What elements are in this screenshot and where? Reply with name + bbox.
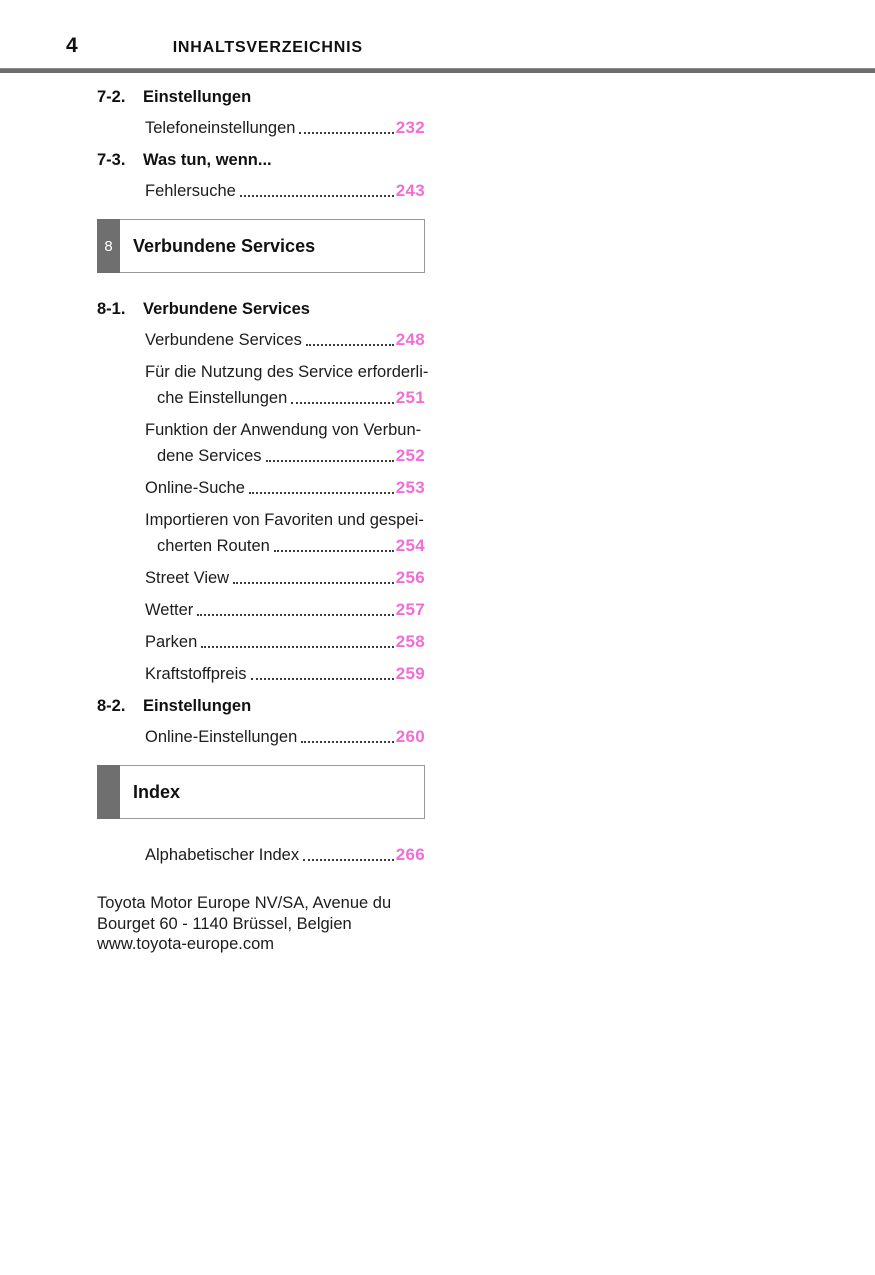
toc-entry[interactable] [97, 632, 425, 652]
toc-entry[interactable] [97, 600, 425, 620]
chapter-tab [97, 219, 120, 273]
entry-page-number: 252 [395, 446, 425, 465]
footer-line: Toyota Motor Europe NV/SA, Avenue du [97, 894, 392, 912]
footer-line: Bourget 60 - 1140 Brüssel, Belgien [97, 914, 352, 933]
entry-title: Fehlersuche [145, 182, 236, 200]
dot-leader [233, 582, 394, 584]
toc-entry[interactable] [97, 181, 425, 201]
entry-page-number: 257 [395, 600, 425, 619]
dot-leader [197, 614, 393, 616]
entry-title: Für die Nutzung des Service erforderli- [145, 363, 429, 381]
dot-leader [249, 492, 394, 494]
dot-leader [299, 132, 393, 134]
section-title: Was tun, wenn... [143, 151, 272, 169]
toc-entry[interactable] [97, 510, 425, 556]
entry-page-number: 266 [395, 845, 425, 864]
toc-entry[interactable] [97, 727, 425, 747]
section-number: 7-3. [97, 151, 126, 169]
dot-leader [303, 859, 394, 861]
toc-entry[interactable] [97, 330, 425, 350]
toc-entry[interactable] [97, 845, 425, 865]
toc-column [97, 87, 429, 865]
dot-leader [274, 550, 394, 552]
entry-page-number: 232 [395, 118, 425, 137]
entry-title-continued: che Einstellungen [157, 389, 288, 407]
entry-title: Kraftstoffpreis [145, 665, 247, 683]
entry-title: Online-Einstellungen [145, 728, 298, 746]
section-title: Einstellungen [143, 88, 252, 106]
toc-section-heading [97, 299, 425, 319]
entry-page-number: 243 [395, 181, 425, 200]
entry-title-continued: dene Services [157, 447, 262, 465]
dot-leader [201, 646, 393, 648]
entry-page-number: 254 [395, 536, 425, 555]
entry-title: Importieren von Favoriten und gespei- [145, 511, 424, 529]
chapter-tab [97, 765, 120, 819]
chapter-title: Verbundene Services [133, 235, 316, 256]
header-title: INHALTSVERZEICHNIS [172, 39, 363, 56]
entry-title: Street View [145, 569, 230, 587]
entry-page-number: 248 [395, 330, 425, 349]
toc-entry[interactable] [97, 664, 425, 684]
entry-page-number: 258 [395, 632, 425, 651]
chapter-title: Index [133, 781, 181, 802]
toc-entry[interactable] [97, 362, 429, 408]
entry-page-number: 251 [395, 388, 425, 407]
page-number: 4 [66, 34, 78, 57]
entry-page-number: 260 [395, 727, 425, 746]
entry-title: Verbundene Services [145, 331, 302, 349]
toc-section-heading [97, 150, 425, 170]
entry-title: Online-Suche [145, 479, 245, 497]
header-rule [0, 68, 875, 73]
entry-page-number: 253 [395, 478, 425, 497]
footer-line: www.toyota-europe.com [97, 935, 274, 953]
entry-page-number: 259 [395, 664, 425, 683]
chapter-box[interactable] [97, 219, 425, 273]
section-title: Einstellungen [143, 697, 252, 715]
toc-entry[interactable] [97, 568, 425, 588]
section-number: 8-2. [97, 697, 126, 715]
dot-leader [251, 678, 394, 680]
entry-page-number: 256 [395, 568, 425, 587]
entry-title-continued: cherten Routen [157, 537, 270, 555]
dot-leader [240, 195, 394, 197]
entry-title: Funktion der Anwendung von Verbun- [145, 421, 422, 439]
entry-title: Parken [145, 633, 198, 651]
dot-leader [306, 344, 394, 346]
entry-title: Telefoneinstellungen [145, 119, 296, 137]
section-title: Verbundene Services [143, 300, 310, 318]
toc-section-heading [97, 87, 425, 107]
toc-entry[interactable] [97, 118, 425, 138]
dot-leader [301, 741, 393, 743]
page-header [66, 34, 875, 56]
section-number: 7-2. [97, 88, 126, 106]
section-number: 8-1. [97, 300, 126, 318]
chapter-box[interactable] [97, 765, 425, 819]
entry-title: Alphabetischer Index [145, 846, 300, 864]
chapter-number: 8 [104, 237, 113, 255]
toc-entry[interactable] [97, 478, 425, 498]
toc-section-heading [97, 696, 425, 716]
entry-title: Wetter [145, 601, 194, 619]
toc-entry[interactable] [97, 420, 425, 466]
footer-address [97, 893, 875, 955]
dot-leader [266, 460, 394, 462]
dot-leader [291, 402, 393, 404]
